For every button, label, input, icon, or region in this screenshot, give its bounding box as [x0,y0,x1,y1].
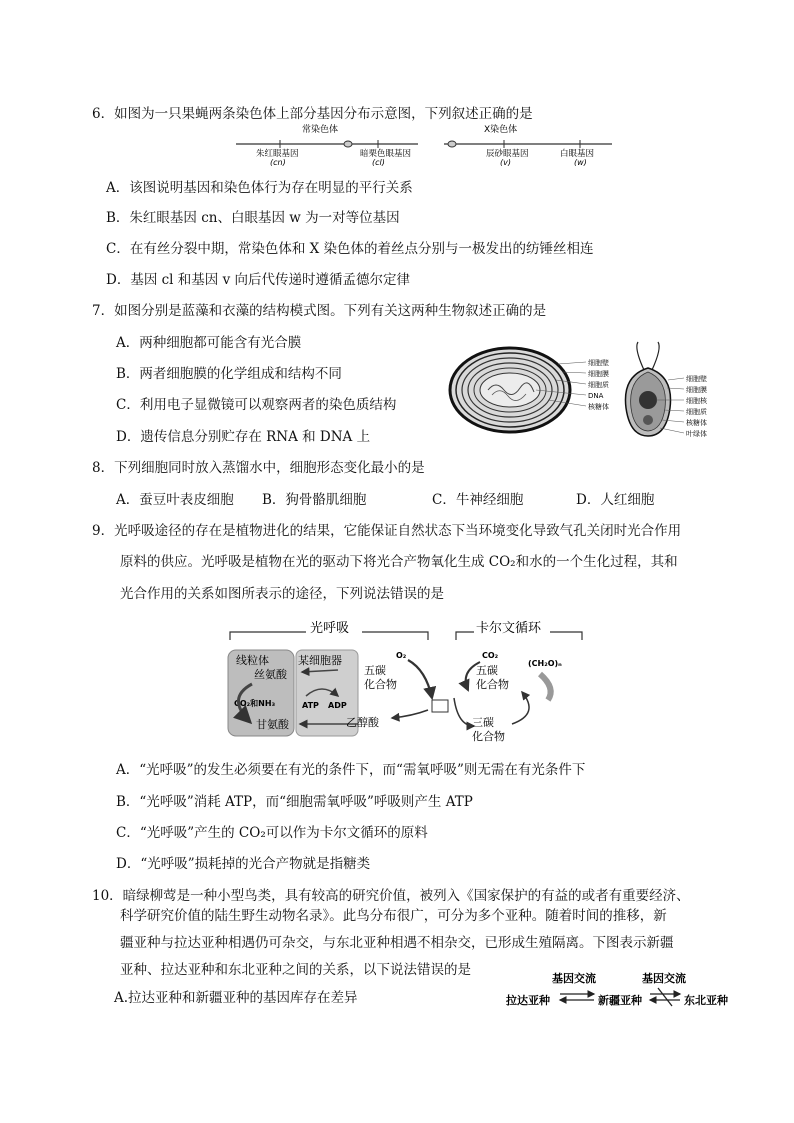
q9-stem-line-1: 9．光呼吸途径的存在是植物进化的结果，它能保证自然状态下当环境变化导致气孔关闭时光合作用 [92,523,682,539]
serine-label: 丝氨酸 [254,668,287,681]
ch2o-label: (CH₂O)ₙ [528,659,562,668]
co2-nh3-label: CO₂和NH₃ [234,699,276,708]
x-chromosome-label: X染色体 [484,125,518,135]
chlamy-label-membrane: 细胞膜 [686,386,707,394]
cyano-label-cytoplasm: 细胞质 [588,381,609,389]
five-c-right-2: 化合物 [476,678,509,691]
cyano-label-wall: 细胞壁 [588,359,609,367]
three-c-1: 三碳 [472,716,494,729]
autosome-label: 常染色体 [302,125,339,135]
gene-name-cn: 朱红眼基因 [256,149,299,159]
adp-label: ADP [328,701,347,710]
q9-option-a: A．“光呼吸”的发生必须要在有光的条件下，而“需氧呼吸”则无需在有光条件下 [116,762,586,778]
q7-option-a: A．两种细胞都可能含有光合膜 [116,335,302,351]
q7-cell-figure [448,340,748,440]
gene-name-v: 辰砂眼基因 [486,149,529,159]
q6-option-c: C．在有丝分裂中期，常染色体和 X 染色体的着丝点分别与一极发出的纺锤丝相连 [106,241,594,257]
q6-option-a: A．该图说明基因和染色体行为存在明显的平行关系 [106,180,413,196]
chlamy-label-nucleus: 细胞核 [686,397,707,405]
chlamy-label-chloroplast: 叶绿体 [686,430,707,438]
gene-symbol-w: (w) [574,158,587,166]
gene-symbol-cn: (cn) [270,158,286,166]
cyano-label-ribosome: 核糖体 [588,403,609,411]
q6-stem: 6．如图为一只果蝇两条染色体上部分基因分布示意图，下列叙述正确的是 [92,106,533,122]
q6-chromosome-figure [236,122,616,166]
chlamydomonas-diagram [625,342,670,436]
species-northeast: 东北亚种 [684,994,728,1007]
central-node [432,700,448,712]
q8-stem: 8．下列细胞同时放入蒸馏水中，细胞形态变化最小的是 [92,460,425,476]
five-c-left-2: 化合物 [364,678,397,691]
gene-symbol-cl: (cl) [372,158,385,166]
q8-option-a: A．蚕豆叶表皮细胞 [116,492,234,508]
gene-flow-label-2: 基因交流 [642,972,686,985]
q10-stem-line-4: 亚种、拉达亚种和东北亚种之间的关系，以下说法错误的是 [120,962,471,978]
q10-gene-flow-figure [500,966,740,1014]
gene-flow-label-1: 基因交流 [552,972,596,985]
chlamy-label-cytoplasm: 细胞质 [686,408,707,416]
q9-option-d: D．“光呼吸”损耗掉的光合产物就是指糖类 [116,856,371,872]
glycolate-label: 乙醇酸 [346,716,379,729]
q6-option-d: D．基因 cl 和基因 v 向后代传递时遵循孟德尔定律 [106,272,410,288]
calvin-title: 卡尔文循环 [476,621,542,636]
q10-option-a: A.拉达亚种和新疆亚种的基因库存在差异 [114,990,358,1006]
chlamy-label-wall: 细胞壁 [686,375,707,383]
x-centromere [448,141,456,147]
q8-option-d: D．人红细胞 [576,492,655,508]
mito-label: 线粒体 [236,654,269,667]
atp-label: ATP [302,701,319,710]
co2-label: CO₂ [482,651,499,660]
q9-stem-line-2: 原料的供应。光呼吸是植物在光的驱动下将光合产物氧化生成 CO₂和水的一个生化过程，其和 [120,554,678,570]
glycine-label: 甘氨酸 [256,718,289,731]
blocked-slash [658,988,672,1006]
photo-resp-title: 光呼吸 [310,621,350,636]
o2-label: O₂ [396,651,407,660]
gene-name-w: 白眼基因 [560,149,595,159]
q8-option-c: C．牛神经细胞 [432,492,524,508]
gene-name-cl: 暗栗色眼基因 [360,149,412,159]
gene-symbol-v: (v) [500,158,511,166]
q7-option-b: B．两者细胞膜的化学组成和结构不同 [116,366,342,382]
q10-stem-line-3: 疆亚种与拉达亚种相遇仍可杂交，与东北亚种相遇不相杂交，已形成生殖隔离。下图表示新疆 [120,935,674,951]
species-xinjiang: 新疆亚种 [598,994,642,1007]
three-c-2: 化合物 [472,730,505,743]
q8-option-b: B．狗骨骼肌细胞 [262,492,367,508]
q9-option-b: B．“光呼吸”消耗 ATP，而“细胞需氧呼吸”呼吸则产生 ATP [116,794,473,810]
q6-option-b: B．朱红眼基因 cn、白眼基因 w 为一对等位基因 [106,210,400,226]
autosome-centromere [344,141,352,147]
q7-option-c: C．利用电子显微镜可以观察两者的染色质结构 [116,397,397,413]
cyano-label-membrane: 细胞膜 [588,370,609,378]
cyano-label-dna: DNA [588,392,604,400]
q7-stem: 7．如图分别是蓝藻和衣藻的结构模式图。下列有关这两种生物叙述正确的是 [92,303,547,319]
organelle-label: 某细胞器 [298,654,342,667]
cyanobacterium-diagram [450,348,570,432]
q9-stem-line-3: 光合作用的关系如图所表示的途径，下列说法错误的是 [120,586,444,602]
q7-option-d: D．遗传信息分别贮存在 RNA 和 DNA 上 [116,429,371,445]
chlamy-label-ribosome: 核糖体 [686,419,707,427]
q9-option-c: C．“光呼吸”产生的 CO₂可以作为卡尔文循环的原料 [116,825,428,841]
q9-photorespiration-figure [222,614,586,752]
q10-stem-line-1: 10．暗绿柳莺是一种小型鸟类，具有较高的研究价值，被列入《国家保护的有益的或者有重要经济、 [92,888,690,904]
five-c-right-1: 五碳 [476,664,498,677]
q10-stem-line-2: 科学研究价值的陆生野生动物名录》。此鸟分布很广，可分为多个亚种。随着时间的推移，新 [120,908,667,924]
species-lada: 拉达亚种 [506,994,550,1007]
five-c-left-1: 五碳 [364,664,386,677]
